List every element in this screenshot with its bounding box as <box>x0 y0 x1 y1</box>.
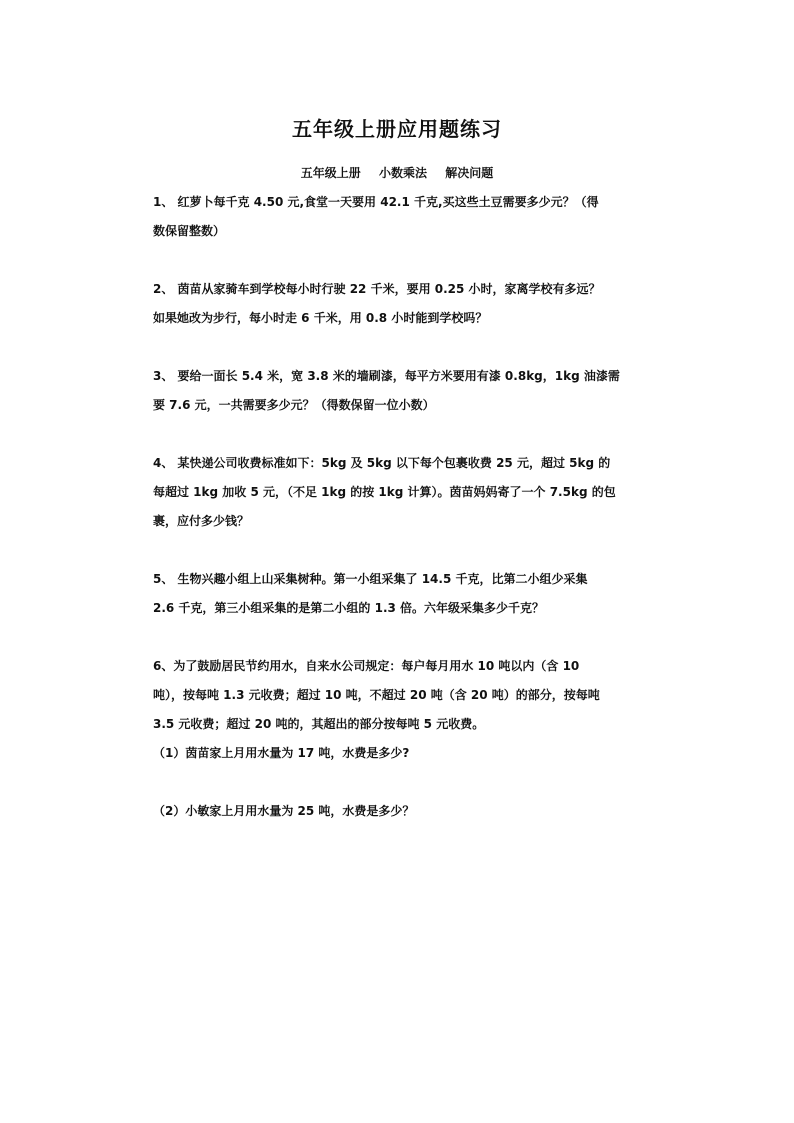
subtitle-topic: 解决问题 <box>445 166 494 180</box>
problem-6-sub-2: （2）小敏家上月用水量为 25 吨，水费是多少？ <box>153 804 415 818</box>
problem-5 <box>153 565 643 623</box>
page-subtitle <box>0 164 794 181</box>
subtitle-grade: 五年级上册 <box>300 166 361 180</box>
problem-1-line-1: 1、 红萝卜每千克 4.50 元,食堂一天要用 42.1 千克,买这些土豆需要多少元？（得 <box>153 195 599 209</box>
problem-6-line-3: 3.5 元收费；超过 20 吨的，其超出的部分按每吨 5 元收费。 <box>153 717 485 731</box>
problem-5-line-2: 2.6 千克，第三小组采集的是第二小组的 1.3 倍。六年级采集多少千克？ <box>153 601 545 615</box>
problem-6-line-2: 吨），按每吨 1.3 元收费；超过 10 吨，不超过 20 吨（含 20 吨）的部分，按每吨 <box>153 688 600 702</box>
page-title: 五年级上册应用题练习 <box>292 117 502 141</box>
problem-2-line-2: 如果她改为步行，每小时走 6 千米，用 0.8 小时能到学校吗？ <box>153 311 488 325</box>
problem-6 <box>153 652 643 826</box>
problem-6-line-1: 6、为了鼓励居民节约用水，自来水公司规定：每户每月用水 10 吨以内（含 10 <box>153 659 580 673</box>
problem-4-line-2: 每超过 1kg 加收 5 元，（不足 1kg 的按 1kg 计算）。茵苗妈妈寄了一个 7.5kg 的包 <box>153 485 616 499</box>
problem-list <box>153 188 643 826</box>
problem-4-line-1: 4、 某快递公司收费标准如下：5kg 及 5kg 以下每个包裹收费 25 元，超过 5kg 的 <box>153 456 611 470</box>
problem-6-sub-1: （1）茵苗家上月用水量为 17 吨，水费是多少? <box>153 746 410 760</box>
problem-3-line-1: 3、 要给一面长 5.4 米，宽 3.8 米的墙刷漆，每平方米要用有漆 0.8kg，1kg 油漆需 <box>153 369 620 383</box>
problem-1 <box>153 188 643 246</box>
problem-1-line-2: 数保留整数） <box>153 224 226 238</box>
problem-2-line-1: 2、 茵苗从家骑车到学校每小时行驶 22 千米，要用 0.25 小时，家离学校有多远？ <box>153 282 601 296</box>
subtitle-unit: 小数乘法 <box>378 166 427 180</box>
problem-2 <box>153 275 643 333</box>
problem-4-line-3: 裹，应付多少钱？ <box>153 514 250 528</box>
problem-5-line-1: 5、 生物兴趣小组上山采集树种。第一小组采集了 14.5 千克，比第二小组少采集 <box>153 572 588 586</box>
problem-4 <box>153 449 643 536</box>
problem-3-line-2: 要 7.6 元，一共需要多少元？（得数保留一位小数） <box>153 398 435 412</box>
problem-3 <box>153 362 643 420</box>
